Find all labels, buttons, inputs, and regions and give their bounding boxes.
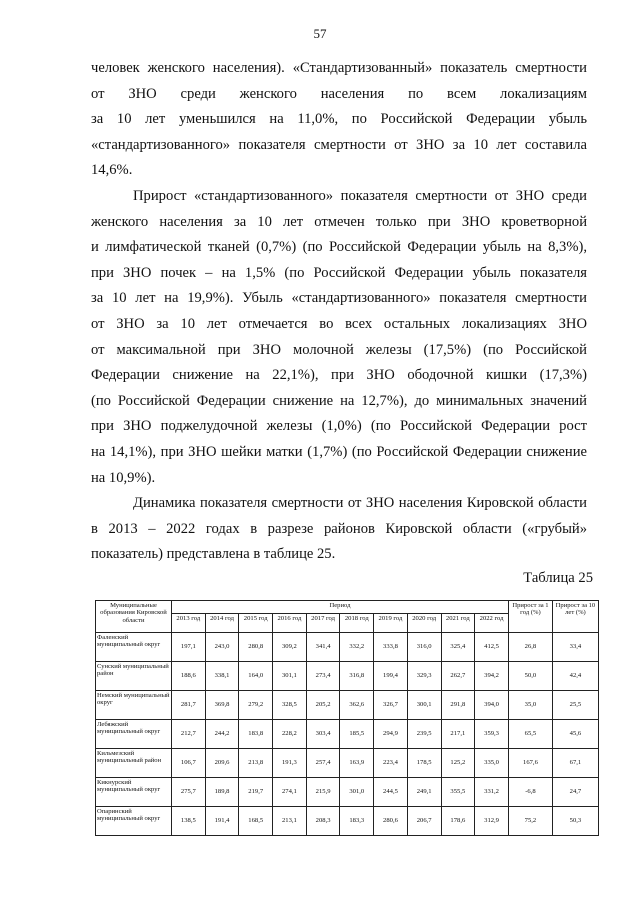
municipality-name: Сунский муниципальный район (96, 662, 172, 691)
table-cell: 208,3 (306, 807, 340, 836)
table-cell: 223,4 (374, 749, 408, 778)
table-cell: 331,2 (475, 778, 509, 807)
table-caption: Таблица 25 (523, 570, 593, 586)
table-cell: 168,5 (239, 807, 273, 836)
table-cell: 183,8 (239, 720, 273, 749)
table-row (96, 749, 599, 778)
table-cell: 188,6 (172, 662, 206, 691)
table-cell: 244,2 (205, 720, 239, 749)
table-cell: 185,5 (340, 720, 374, 749)
text-line: человек женского населения). «Стандартизованный» показатель смертности (91, 60, 587, 76)
text-line: 14,6%. (91, 162, 133, 179)
table-cell: 394,0 (475, 691, 509, 720)
text-line: на 10,9%). (91, 469, 156, 486)
table-cell: 301,0 (340, 778, 374, 807)
table-cell: 316,8 (340, 662, 374, 691)
table-cell: 212,7 (172, 720, 206, 749)
table-cell: 217,1 (441, 720, 475, 749)
table-cell: 209,6 (205, 749, 239, 778)
table-cell: 325,4 (441, 633, 475, 662)
header-year: 2016 год (273, 614, 307, 633)
table-cell: 291,8 (441, 691, 475, 720)
paragraph-mortality-standardized (91, 56, 587, 184)
growth-10-years-cell: 33,4 (552, 633, 598, 662)
growth-1-year-cell: 50,0 (508, 662, 552, 691)
growth-1-year-cell: 35,0 (508, 691, 552, 720)
text-line: женского населения за 10 лет отмечен только при ЗНО кроветворной (91, 213, 587, 230)
table-cell: 183,3 (340, 807, 374, 836)
growth-10-years-cell: 50,3 (552, 807, 598, 836)
page-number: 57 (313, 26, 327, 41)
table-cell: 191,4 (205, 807, 239, 836)
table-cell: 312,9 (475, 807, 509, 836)
table-cell: 138,5 (172, 807, 206, 836)
table-cell: 332,2 (340, 633, 374, 662)
municipality-name: Опаринский муниципальный округ (96, 807, 172, 836)
text-line: Прирост «стандартизованного» показателя смертности от ЗНО среди (133, 188, 587, 204)
header-growth-10-years: Прирост за 10 лет (%) (552, 601, 598, 633)
text-line: от ЗНО за 10 лет отмечается во всех остальных локализациях ЗНО (91, 315, 587, 332)
paragraph-table-intro (91, 491, 587, 568)
header-year: 2014 год (205, 614, 239, 633)
header-year: 2015 год (239, 614, 273, 633)
table-cell: 106,7 (172, 749, 206, 778)
table-cell: 369,8 (205, 691, 239, 720)
table-cell: 213,1 (273, 807, 307, 836)
table-cell: 243,0 (205, 633, 239, 662)
mortality-table (95, 600, 599, 836)
growth-10-years-cell: 25,5 (552, 691, 598, 720)
table-cell: 228,2 (273, 720, 307, 749)
table-cell: 309,2 (273, 633, 307, 662)
text-line: (по Российской Федерации снижение на 12,7%), до минимальных значений (91, 392, 587, 409)
text-line: от максимальной при ЗНО молочной железы (17,5%) (по Российской (91, 341, 587, 358)
text-line: за 10 лет уменьшился на 11,0%, по Российской Федерации убыль (91, 111, 587, 128)
table-cell: 178,5 (407, 749, 441, 778)
header-year: 2013 год (172, 614, 206, 633)
table-cell: 394,2 (475, 662, 509, 691)
table-cell: 328,5 (273, 691, 307, 720)
municipality-name: Лебяжский муниципальный округ (96, 720, 172, 749)
text-line: от ЗНО среди женского населения по всем локализациям (91, 85, 587, 102)
header-year: 2022 год (475, 614, 509, 633)
table-cell: 163,9 (340, 749, 374, 778)
table-cell: 197,1 (172, 633, 206, 662)
header-period: Период (172, 601, 509, 614)
table-cell: 338,1 (205, 662, 239, 691)
table-cell: 178,6 (441, 807, 475, 836)
growth-1-year-cell: -6,8 (508, 778, 552, 807)
growth-10-years-cell: 67,1 (552, 749, 598, 778)
table-cell: 355,5 (441, 778, 475, 807)
municipality-name: Фаленский муниципальный округ (96, 633, 172, 662)
table-cell: 333,8 (374, 633, 408, 662)
table-cell: 199,4 (374, 662, 408, 691)
table-cell: 341,4 (306, 633, 340, 662)
table-cell: 213,8 (239, 749, 273, 778)
table-cell: 205,2 (306, 691, 340, 720)
text-line: и лимфатической тканей (0,7%) (по Российской Федерации убыль на 8,3%), (91, 239, 587, 256)
text-line: при ЗНО почек – на 1,5% (по Российской Федерации убыль показателя (91, 264, 587, 281)
header-year: 2021 год (441, 614, 475, 633)
header-year: 2018 год (340, 614, 374, 633)
municipality-name: Кильмезский муниципальный район (96, 749, 172, 778)
growth-10-years-cell: 45,6 (552, 720, 598, 749)
municipality-name: Кикнурский муниципальный округ (96, 778, 172, 807)
table-cell: 362,6 (340, 691, 374, 720)
table-cell: 262,7 (441, 662, 475, 691)
table-cell: 219,7 (239, 778, 273, 807)
table-cell: 280,6 (374, 807, 408, 836)
table-cell: 281,7 (172, 691, 206, 720)
table-cell: 329,3 (407, 662, 441, 691)
table-cell: 301,1 (273, 662, 307, 691)
table-cell: 244,5 (374, 778, 408, 807)
table-cell: 125,2 (441, 749, 475, 778)
table-cell: 303,4 (306, 720, 340, 749)
growth-1-year-cell: 75,2 (508, 807, 552, 836)
table-row (96, 633, 599, 662)
table-row (96, 807, 599, 836)
municipality-name: Немский муниципальный округ (96, 691, 172, 720)
header-year: 2020 год (407, 614, 441, 633)
table-cell: 215,9 (306, 778, 340, 807)
text-line: при ЗНО поджелудочной железы (1,0%) (по Российской Федерации рост (91, 418, 587, 435)
header-municipality: Муниципальные образования Кировской области (96, 601, 172, 633)
header-year: 2017 год (306, 614, 340, 633)
table-cell: 191,3 (273, 749, 307, 778)
table-cell: 412,5 (475, 633, 509, 662)
table-cell: 164,0 (239, 662, 273, 691)
growth-1-year-cell: 167,6 (508, 749, 552, 778)
table-cell: 280,8 (239, 633, 273, 662)
text-line: на 14,1%), при ЗНО шейки матки (1,7%) (по Российской Федерации снижение (91, 443, 587, 460)
table-cell: 274,1 (273, 778, 307, 807)
table-cell: 326,7 (374, 691, 408, 720)
growth-10-years-cell: 24,7 (552, 778, 598, 807)
text-line: за 10 лет на 19,9%). Убыль «стандартизованного» показателя смертности (91, 290, 587, 307)
text-line: в 2013 – 2022 годах в разрезе районов Кировской области («грубый» (91, 520, 587, 537)
table-cell: 189,8 (205, 778, 239, 807)
table-row (96, 691, 599, 720)
table-row (96, 778, 599, 807)
header-growth-1-year: Прирост за 1 год (%) (508, 601, 552, 633)
table-cell: 273,4 (306, 662, 340, 691)
table-cell: 279,2 (239, 691, 273, 720)
table-cell: 316,0 (407, 633, 441, 662)
table-cell: 257,4 (306, 749, 340, 778)
text-line: Федерации снижение на 22,1%), при ЗНО ободочной кишки (17,3%) (91, 367, 587, 384)
table-cell: 275,7 (172, 778, 206, 807)
text-line: показатель) представлена в таблице 25. (91, 546, 336, 563)
table-cell: 249,1 (407, 778, 441, 807)
table-cell: 335,0 (475, 749, 509, 778)
table-row (96, 720, 599, 749)
table-cell: 294,9 (374, 720, 408, 749)
table-cell: 206,7 (407, 807, 441, 836)
table-cell: 300,1 (407, 691, 441, 720)
table-cell: 359,3 (475, 720, 509, 749)
header-year: 2019 год (374, 614, 408, 633)
growth-1-year-cell: 26,8 (508, 633, 552, 662)
table-row (96, 662, 599, 691)
paragraph-growth-by-localization (91, 184, 587, 491)
text-line: Динамика показателя смертности от ЗНО населения Кировской области (133, 495, 587, 511)
growth-10-years-cell: 42,4 (552, 662, 598, 691)
table-cell: 239,5 (407, 720, 441, 749)
growth-1-year-cell: 65,5 (508, 720, 552, 749)
text-line: «стандартизованного» показателя смертности от ЗНО за 10 лет составила (91, 136, 587, 153)
